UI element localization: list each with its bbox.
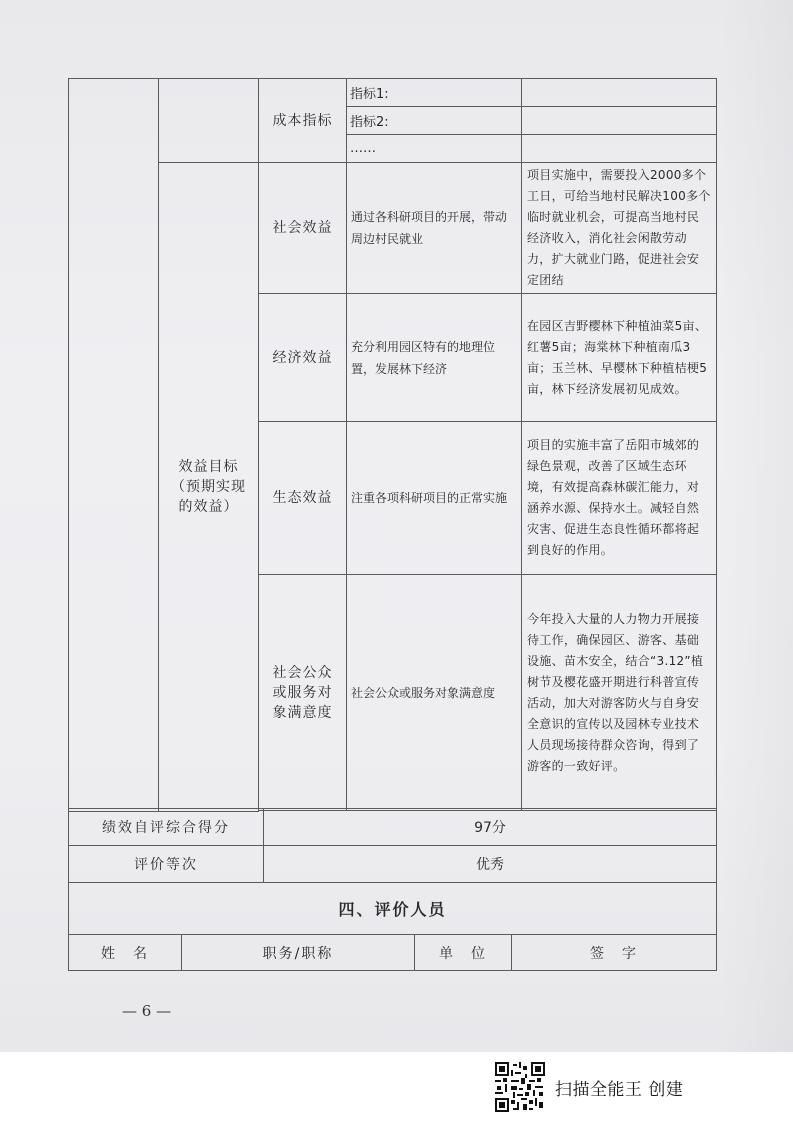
benefit-value-social: 项目实施中，需要投入2000多个工日，可给当地村民解决100多个临时就业机会，可提高当地村民经济收入，消化社会闲散劳动力，扩大就业门路，促进社会安定团结 [522, 163, 717, 294]
score-label: 绩效自评综合得分 [69, 809, 264, 846]
cost-indicator-label: 成本指标 [259, 79, 347, 163]
section-4-title: 四、评价人员 [69, 883, 717, 935]
grade-row [69, 846, 717, 883]
personnel-table [68, 882, 717, 971]
header-name: 姓 名 [69, 935, 182, 971]
benefit-value-economic: 在园区吉野樱林下种植油菜5亩、红薯5亩；海棠林下种植南瓜3亩；玉兰林、早樱林下种植桔梗5亩，林下经济发展初见成效。 [522, 294, 717, 422]
score-table [68, 808, 717, 883]
benefit-value-satisfaction: 今年投入大量的人力物力开展接待工作，确保园区、游客、基础设施、苗木安全，结合“3.12”植树节及樱花盛开期进行科普宣传活动，加大对游客防火与自身安全意识的宣传以及园林专业技术人员现场接待群众咨询，得到了游客的一致好评。 [522, 575, 717, 811]
benefit-row-social [69, 163, 717, 294]
header-title: 职务/职称 [182, 935, 415, 971]
cost-indicator-2: 指标2: [347, 107, 522, 135]
score-value: 97分 [264, 809, 717, 846]
page-number: — 6 — [122, 1002, 172, 1020]
cost-indicator-1-value [522, 79, 717, 107]
cost-indicator-ellipsis-value [522, 135, 717, 163]
cost-indicator-1: 指标1: [347, 79, 522, 107]
benefit-target-label: 效益目标（预期实现的效益） [159, 163, 259, 812]
personnel-header-row [69, 935, 717, 971]
header-signature: 签 字 [512, 935, 717, 971]
benefit-desc-social: 通过各科研项目的开展，带动周边村民就业 [347, 163, 522, 294]
section-4-row [69, 883, 717, 935]
qr-code-icon [495, 1062, 545, 1112]
benefit-label-ecological: 生态效益 [259, 422, 347, 575]
benefit-desc-ecological: 注重各项科研项目的正常实施 [347, 422, 522, 575]
cost-subcategory-cell [159, 79, 259, 163]
header-unit: 单 位 [415, 935, 512, 971]
cost-row-1 [69, 79, 717, 107]
page-edge-shadow [720, 0, 793, 1052]
scanner-brand-text: 扫描全能王 创建 [555, 1080, 684, 1100]
grade-value: 优秀 [264, 846, 717, 883]
benefit-desc-economic: 充分利用园区特有的地理位置，发展林下经济 [347, 294, 522, 422]
cost-indicator-2-value [522, 107, 717, 135]
outer-category-cell [69, 79, 159, 812]
benefit-desc-satisfaction: 社会公众或服务对象满意度 [347, 575, 522, 811]
benefit-label-social: 社会效益 [259, 163, 347, 294]
cost-indicator-ellipsis: …… [347, 135, 522, 163]
benefit-label-economic: 经济效益 [259, 294, 347, 422]
grade-label: 评价等次 [69, 846, 264, 883]
benefit-value-ecological: 项目的实施丰富了岳阳市城郊的绿色景观，改善了区域生态环境，有效提高森林碳汇能力，对涵养水源、保持水土。减轻自然灾害、促进生态良性循环都将起到良好的作用。 [522, 422, 717, 575]
performance-table [68, 78, 717, 812]
score-row [69, 809, 717, 846]
benefit-label-satisfaction: 社会公众或服务对象满意度 [259, 575, 347, 811]
